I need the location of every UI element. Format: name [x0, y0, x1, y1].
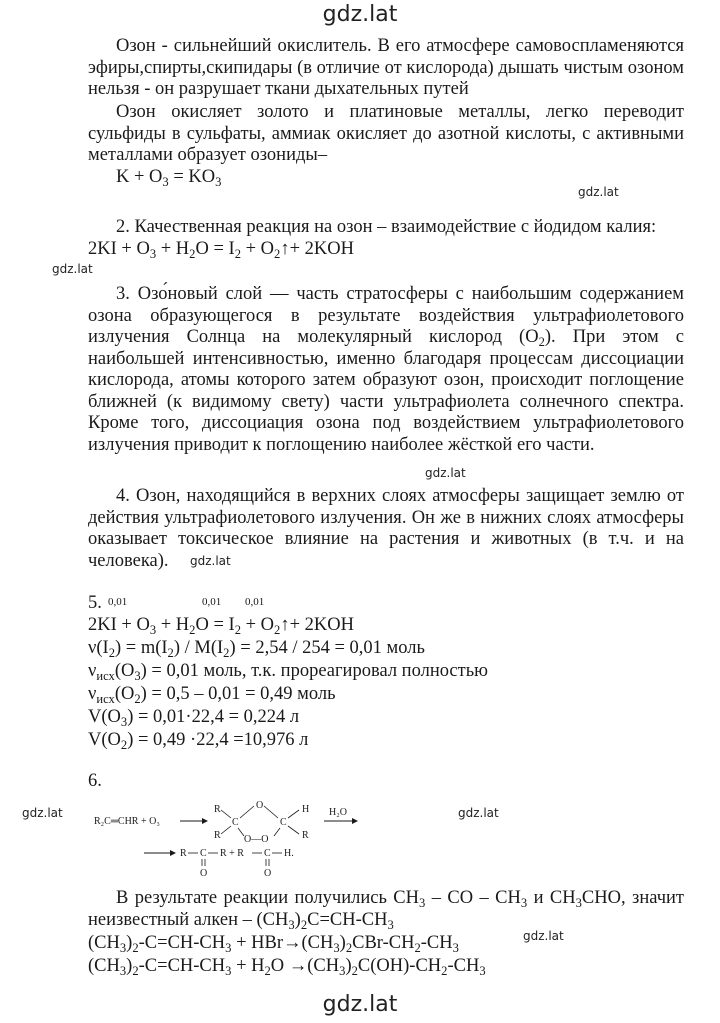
task5-equation: $2KI + O_3 + H_2O = I_2$ + $O_2↑+ 2KOH$: [88, 615, 354, 637]
task6-conclusion: В результате реакции получились $CH_3$ – CO – $CH_3$ и $CH_3CHO$, значит неизвестный алкен – $(CH_3)_2C=CH-CH_3$: [88, 888, 684, 932]
task6-reaction-h2o: $(CH_3)_2-C=CH-CH_3 + H_2O \to(CH_3)_2C(OH)-CH_2-CH_3$: [88, 956, 486, 978]
watermark-bottom: gdz.lat: [322, 992, 398, 1017]
scheme-bond-g: [288, 810, 299, 818]
scheme-bond-e: [238, 828, 244, 836]
ozonolysis-scheme: [84, 798, 374, 878]
scheme-h: H: [302, 804, 310, 815]
paragraph-ozone-protection: 4. Озон, находящийся в верхних слоях атмосферы защищает землю от действия ультрафиолетового излучения. Он же в нижних слоях атмосферы оказывает токсическое влияние на растения и животных (в т.ч. и на человека).: [88, 486, 684, 571]
task5-above-i2: 0,01: [245, 596, 265, 608]
task5-line-v-o3: $V(O_3) = 0,01\cdot 22,4 = 0,224$ л: [88, 707, 300, 729]
scheme-c1: C: [232, 817, 239, 828]
scheme-arrowhead-1: [202, 818, 208, 824]
scheme-r3: R: [302, 830, 309, 841]
task5-line-nu-o3: $\nu_{исх}(O_3) = 0,01$ моль, т.к. прореагировал полностью: [88, 661, 488, 683]
scheme-line2-c2: C: [264, 848, 271, 859]
scheme-oxygen-b: O: [264, 868, 272, 878]
scheme-bond-h: [288, 826, 299, 834]
scheme-c2: C: [280, 817, 287, 828]
watermark-mark-7: gdz.lat: [523, 929, 564, 943]
paragraph-ozone-oxidizer: Озон - сильнейший окислитель. В его атмосфере самовоспламеняются эфиры,спирты,скипидары (в отличие от кислорода) дышать чистым озоном нельзя - он разрушает ткани дыхательных путей: [88, 36, 684, 99]
scheme-bond-b: [221, 826, 231, 834]
task5-line-nu-i2: $\nu(I_2) = m(I_2) / M(I_2) = 2,54 / 254 = 0,01$ моль: [88, 638, 425, 660]
task5-above-o3: 0,01: [202, 596, 222, 608]
watermark-mark-6: gdz.lat: [458, 806, 499, 820]
watermark-top: gdz.lat: [322, 2, 398, 27]
task5-line-v-o2: $V(O_2) = 0,49 \cdot 22,4 =10,976$ л: [88, 730, 309, 752]
scheme-o-top: O: [256, 800, 264, 811]
scheme-reactants: R₂C═CHR + O₃: [94, 816, 160, 827]
equation-ki-o3: $2KI + O_3 + H_2O = I_2$ + $O_2↑+ 2KOH$: [88, 239, 354, 261]
task5-above-ki: 0,01: [108, 596, 128, 608]
scheme-line2-h: H.: [284, 848, 294, 859]
scheme-bond-d: [264, 806, 278, 818]
task6-reaction-hbr: $(CH_3)_2-C=CH-CH_3 + HBr\to(CH_3)_2CBr-CH_2-CH_3$: [88, 933, 459, 955]
scheme-arrowhead-2: [352, 818, 358, 824]
scheme-line2-r1: R: [180, 848, 187, 859]
scheme-arrowhead-3: [170, 850, 176, 856]
paragraph-qualitative-reaction: 2. Качественная реакция на озон – взаимодействие с йодидом калия:: [116, 217, 657, 237]
watermark-mark-1: gdz.lat: [578, 185, 619, 199]
watermark-mark-4: gdz.lat: [190, 554, 231, 568]
task5-number: 5.: [88, 593, 102, 613]
scheme-reagent: H₂O: [329, 807, 347, 818]
watermark-mark-2: gdz.lat: [52, 262, 93, 276]
scheme-line2-c1: C: [200, 848, 207, 859]
scheme-r2: R: [214, 830, 221, 841]
watermark-mark-5: gdz.lat: [22, 806, 63, 820]
paragraph-ozone-oxidizes: Озон окисляет золото и платиновые металлы, легко переводит сульфиды в сульфаты, аммиак окисляет до азотной кислоты, с активными металлами образует озониды–: [88, 102, 684, 165]
scheme-bond-c: [240, 806, 254, 818]
scheme-line2-r2: R + R: [220, 848, 244, 859]
scheme-r1: R: [214, 804, 221, 815]
scheme-bond-f: [274, 828, 280, 836]
scheme-o-o: O—O: [244, 834, 269, 845]
task5-line-nu-o2: $\nu_{исх}(O_2) = 0,5 - 0,01 = 0,49$ моль: [88, 684, 336, 706]
task6-number: 6.: [88, 771, 102, 791]
watermark-mark-3: gdz.lat: [425, 466, 466, 480]
paragraph-ozone-layer: 3. Озо́новый слой — часть стратосферы с наибольшим содержанием озона образующегося в результате воздействия ультрафиолетового излучения Солнца на молекулярный кислород $(O_2)$. При этом с наибольшей интенсивностью, именно благодаря процессам диссоциации кислорода, атомы которого затем образуют озон, происходит поглощение ближней (к видимому свету) части ультрафиолета солнечного спектра. Кроме того, диссоциация озона под воздействием ультрафиолетового излучения приводит к поглощению наиболее жёсткой его части.: [88, 284, 684, 455]
scheme-oxygen-a: O: [200, 868, 208, 878]
scheme-bond-a: [221, 810, 231, 818]
equation-k-o3: $K + O_3 = KO_3$: [116, 167, 222, 189]
